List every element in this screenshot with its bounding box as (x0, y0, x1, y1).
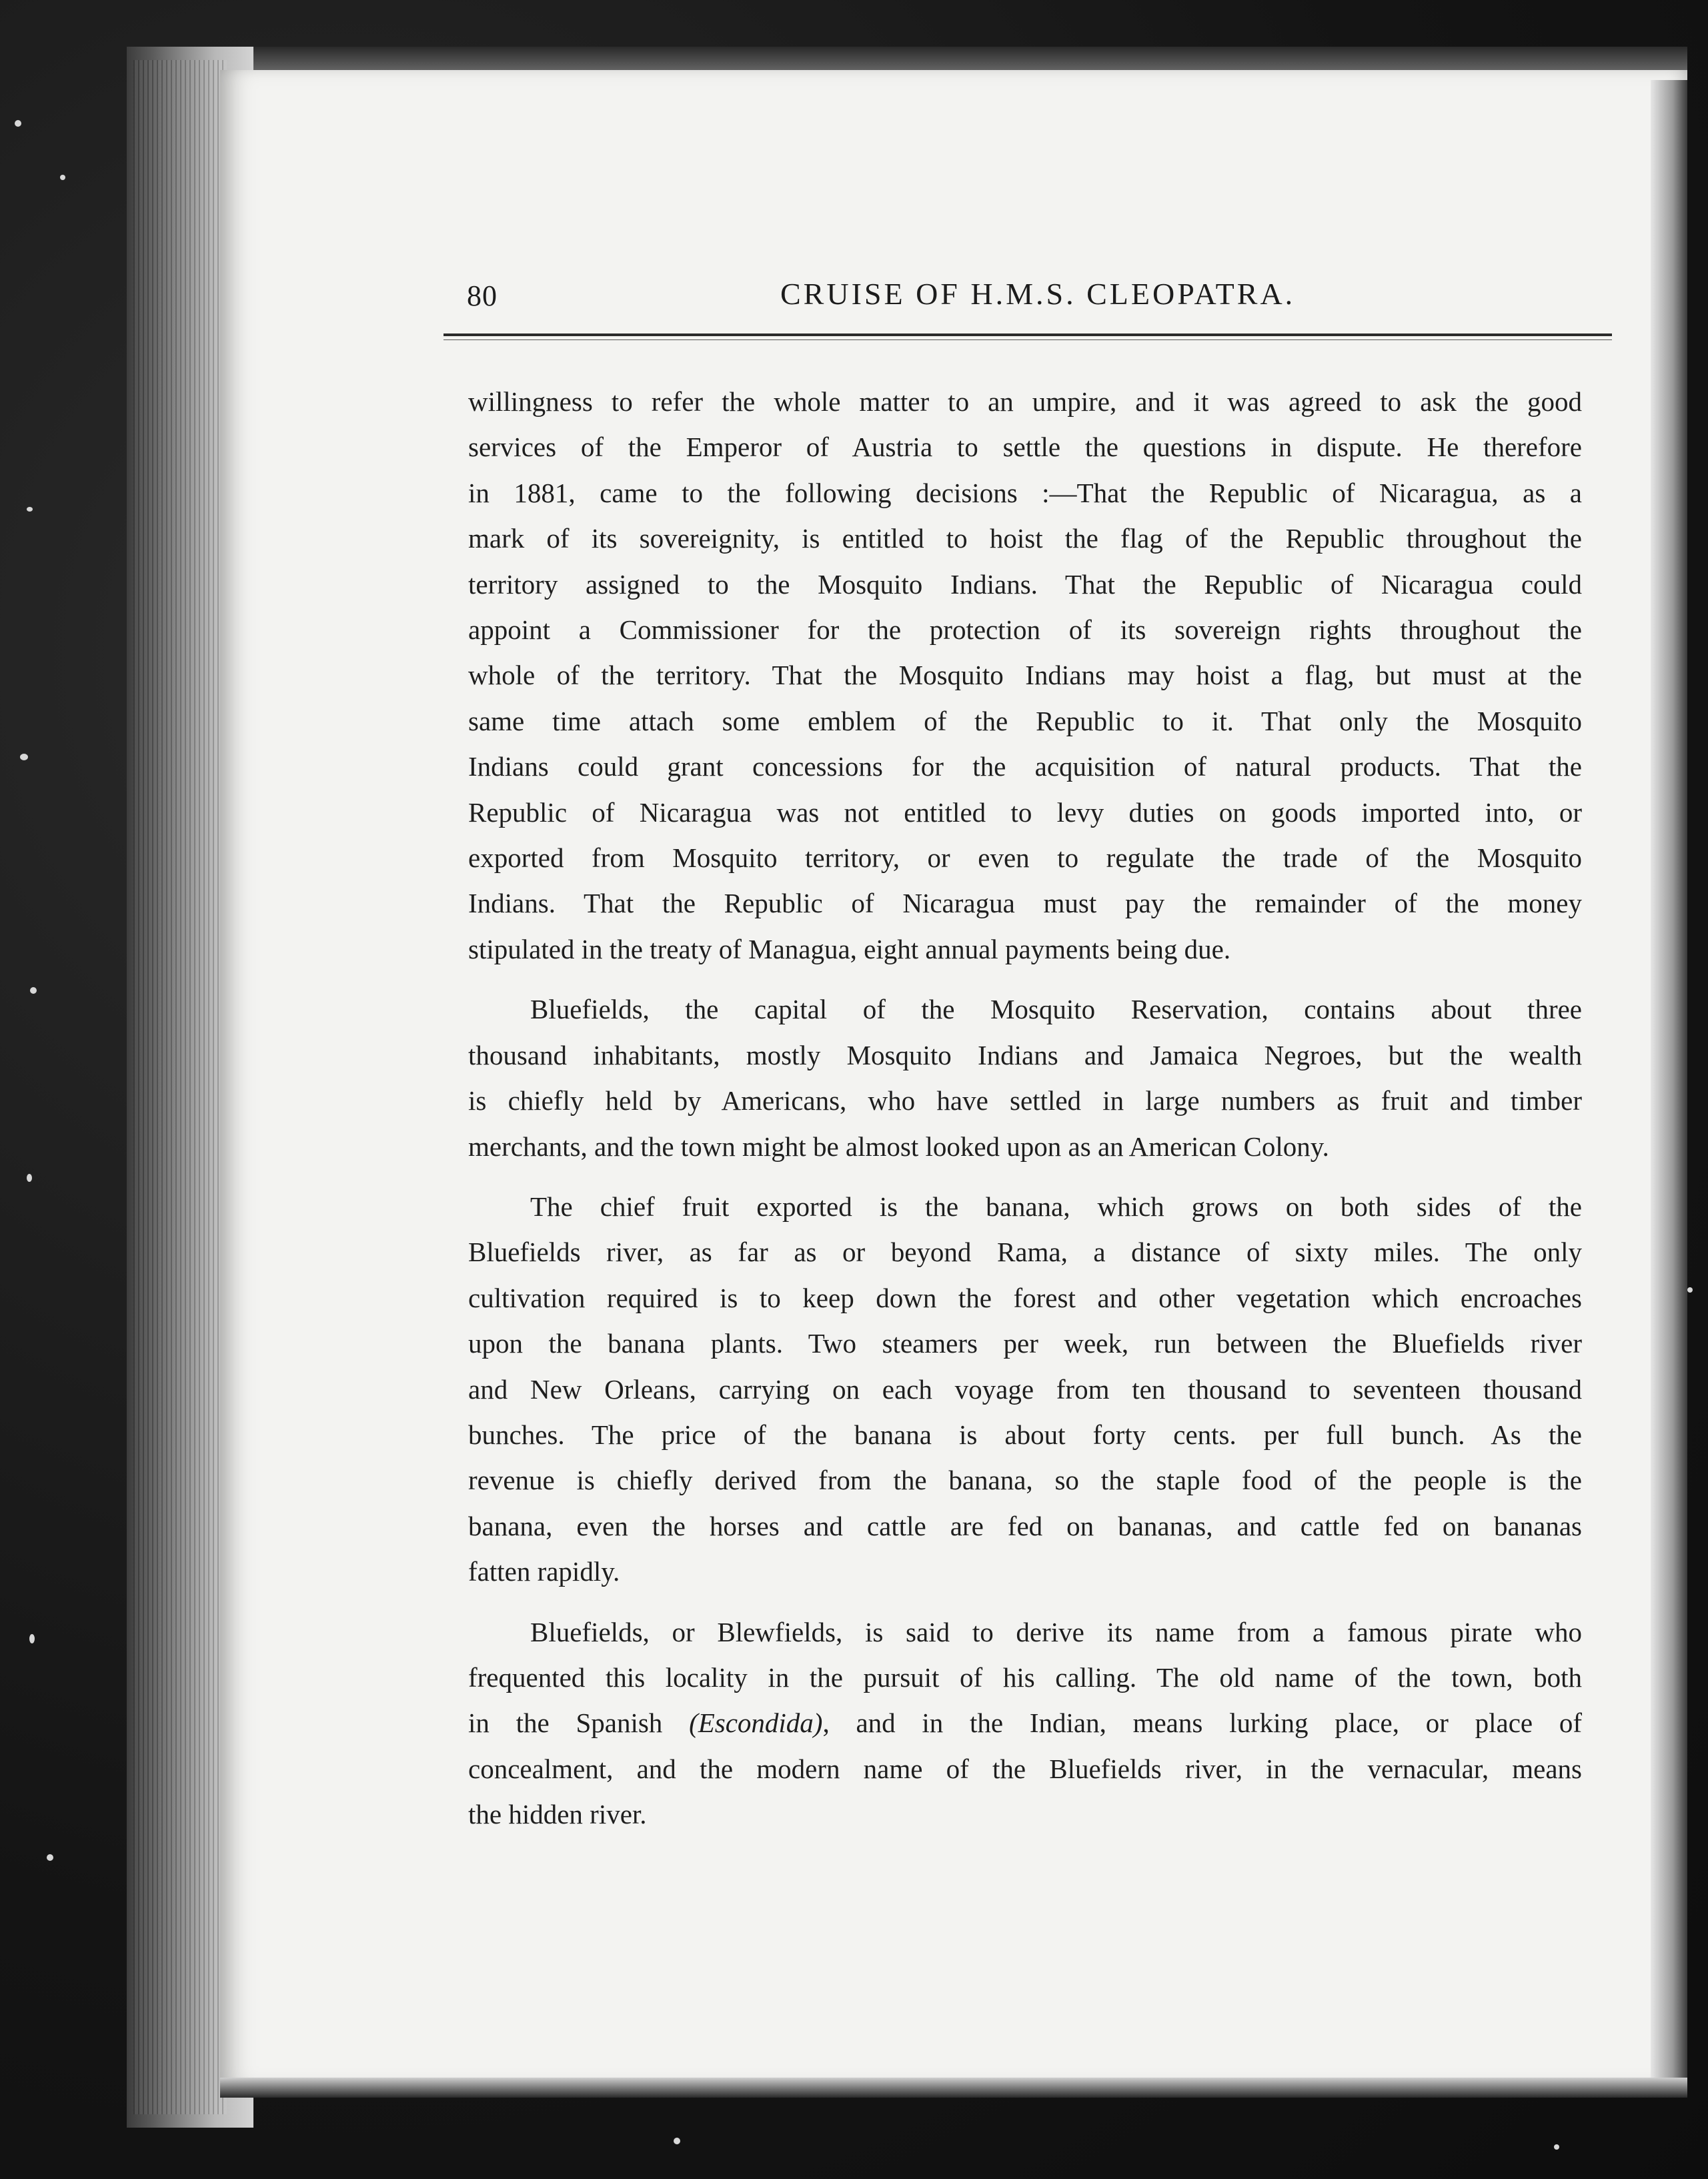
text-line: Republic of Nicaragua was not entitled to levy duties on goods imported into, or (468, 796, 1582, 828)
text-line: cultivation required is to keep down the forest and other vegetation which encroaches (468, 1282, 1582, 1313)
text-line: fatten rapidly. (468, 1556, 620, 1587)
running-title: CRUISE OF H.M.S. CLEOPATRA. (780, 277, 1296, 311)
text-line: concealment, and the modern name of the Bluefields river, in the vernacular, means (468, 1753, 1582, 1784)
text-fragment: in the Spanish (468, 1707, 690, 1739)
paragraph-3 (468, 1184, 1582, 1595)
dust-speck (20, 754, 28, 760)
text-line-with-italic (468, 1700, 1582, 1745)
dust-speck (30, 987, 37, 994)
text-line: same time attach some emblem of the Republic to it. That only the Mosquito (468, 705, 1582, 736)
header-rule (444, 333, 1612, 336)
paragraph-1 (468, 379, 1582, 972)
text-line: Bluefields river, as far as or beyond Rama, a distance of sixty miles. The only (468, 1237, 1582, 1268)
text-line: territory assigned to the Mosquito Indians. That the Republic of Nicaragua could (468, 568, 1582, 600)
text-line: bunches. The price of the banana is about forty cents. per full bunch. As the (468, 1419, 1582, 1450)
text-line: exported from Mosquito territory, or even to regulate the trade of the Mosquito (468, 842, 1582, 874)
page-stack-lines (133, 60, 227, 2114)
running-header (467, 279, 1614, 332)
text-line: Indians could grant concessions for the acquisition of natural products. That the (468, 751, 1582, 782)
text-line: stipulated in the treaty of Managua, eight annual payments being due. (468, 933, 1231, 964)
dust-speck (29, 1634, 35, 1643)
dust-speck (674, 2138, 680, 2144)
text-fragment: , and in the Indian, means lurking place, or place of (822, 1707, 1583, 1739)
header-rule-thin (444, 339, 1612, 340)
paragraph-2 (468, 986, 1582, 1169)
page-right-edge (1651, 80, 1687, 2081)
text-line: revenue is chiefly derived from the banana, so the staple food of the people is the (468, 1465, 1582, 1496)
text-line: Indians. That the Republic of Nicaragua must pay the remainder of the money (468, 888, 1582, 919)
text-line: thousand inhabitants, mostly Mosquito Indians and Jamaica Negroes, but the wealth (468, 1039, 1582, 1070)
dust-speck (1554, 2144, 1559, 2150)
dust-speck (47, 1854, 53, 1861)
text-line: mark of its sovereignity, is entitled to hoist the flag of the Republic throughout the (468, 523, 1582, 554)
dust-speck (15, 120, 21, 127)
text-line: the hidden river. (468, 1799, 647, 1830)
text-line: is chiefly held by Americans, who have settled in large numbers as fruit and timber (468, 1085, 1582, 1117)
text-line: willingness to refer the whole matter to an umpire, and it was agreed to ask the good (468, 386, 1582, 417)
text-line: banana, even the horses and cattle are fed on bananas, and cattle fed on bananas (468, 1510, 1582, 1541)
text-line: services of the Emperor of Austria to settle the questions in dispute. He therefore (468, 432, 1582, 463)
page-number: 80 (467, 279, 498, 312)
page-bottom-edge (220, 2078, 1687, 2098)
italic-term: (Escondida) (689, 1707, 823, 1739)
paragraph-4 (468, 1609, 1582, 1838)
text-line: Bluefields, the capital of the Mosquito Reservation, contains about three (530, 994, 1582, 1025)
text-line: frequented this locality in the pursuit of his calling. The old name of the town, both (468, 1661, 1582, 1693)
dust-speck (27, 1174, 32, 1182)
text-line: and New Orleans, carrying on each voyage from ten thousand to seventeen thousand (468, 1373, 1582, 1405)
dust-speck (27, 507, 33, 512)
text-line: whole of the territory. That the Mosquito Indians may hoist a flag, but must at the (468, 660, 1582, 691)
text-line: upon the banana plants. Two steamers per week, run between the Bluefields river (468, 1328, 1582, 1359)
text-line: merchants, and the town might be almost looked upon as an American Colony. (468, 1131, 1329, 1162)
body-text (468, 379, 1582, 1852)
dust-speck (60, 175, 65, 180)
text-line: appoint a Commissioner for the protection of its sovereign rights throughout the (468, 614, 1582, 646)
text-line: Bluefields, or Blewfields, is said to derive its name from a famous pirate who (530, 1616, 1582, 1647)
book-top-edge (147, 47, 1687, 73)
text-line: The chief fruit exported is the banana, which grows on both sides of the (530, 1191, 1582, 1222)
text-line: in 1881, came to the following decisions :—That the Republic of Nicaragua, as a (468, 477, 1582, 508)
dust-speck (1687, 1287, 1693, 1293)
